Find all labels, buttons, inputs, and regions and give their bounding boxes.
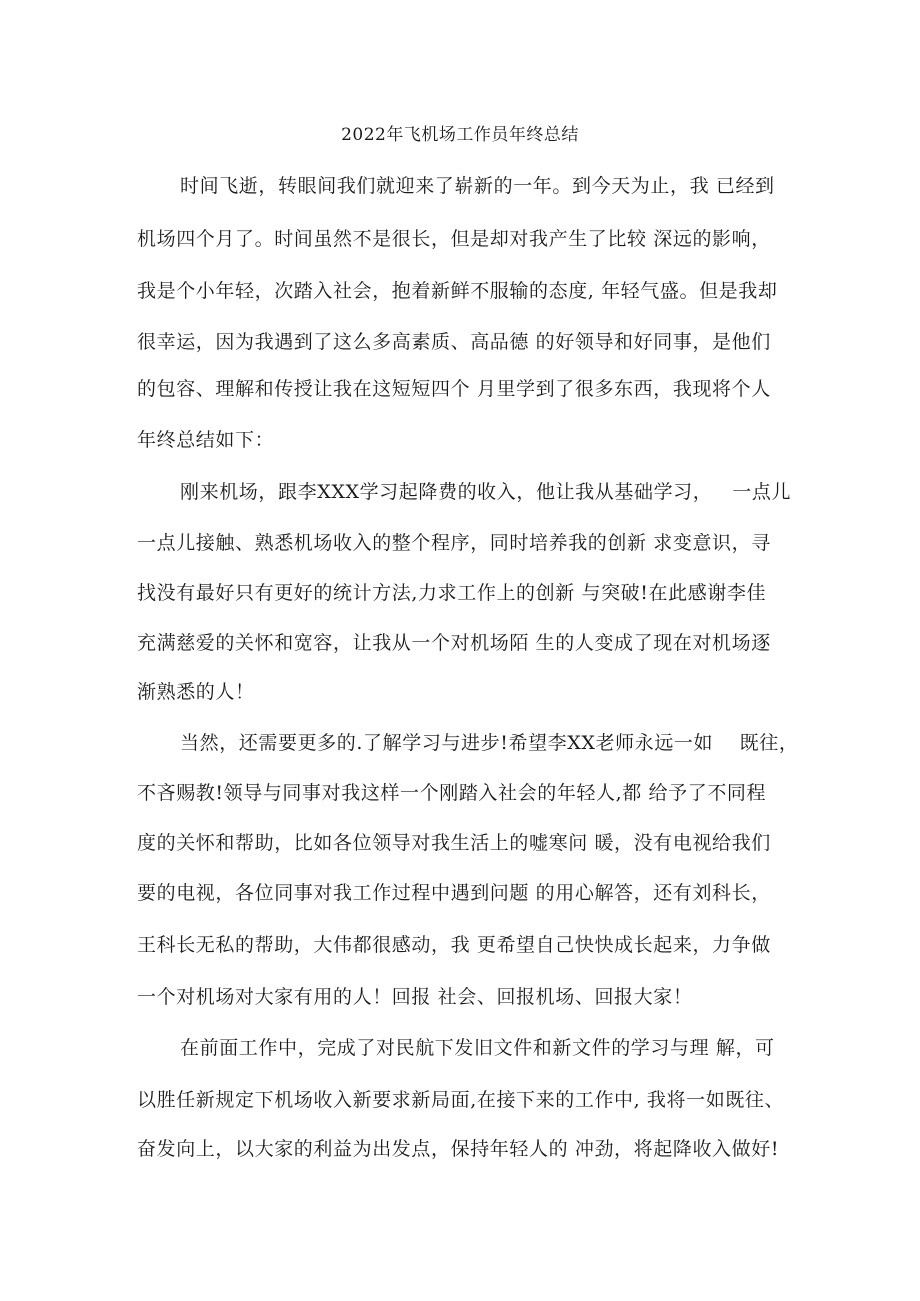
paragraph-3-line-2: 不吝赐教!领导与同事对我这样一个刚踏入社会的年轻人,都 给予了不同程 (137, 782, 767, 804)
paragraph-3-line-4: 要的电视，各位同事对我工作过程中遇到问题 的用心解答，还有刘科长， (137, 882, 771, 904)
paragraph-3-line-3: 度的关怀和帮助，比如各位领导对我生活上的嘘寒问 暖，没有电视给我们 (137, 832, 771, 854)
paragraph-2-line-4: 充满慈爱的关怀和宽容，让我从一个对机场陌 生的人变成了现在对机场逐 (137, 632, 771, 654)
paragraph-1-line-2: 机场四个月了。时间虽然不是很长，但是却对我产生了比较 深远的影响， (137, 228, 771, 250)
paragraph-1-line-3: 我是个小年轻，次踏入社会，抱着新鲜不服输的态度, 年轻气盛。但是我却 (137, 280, 778, 302)
paragraph-3-line-1: 当然，还需要更多的.了解学习与进步!希望李XX老师永远一如 既往， (180, 732, 799, 754)
paragraph-2-line-2: 一点儿接触、熟悉机场收入的整个程序，同时培养我的创新 求变意识，寻 (137, 532, 771, 554)
paragraph-4-line-2: 以胜任新规定下机场收入新要求新局面,在接下来的工作中, 我将一如既往、 (137, 1089, 785, 1111)
paragraph-4-line-3: 奋发向上，以大家的利益为出发点，保持年轻人的 冲劲，将起降收入做好! (137, 1138, 780, 1160)
paragraph-1-line-5: 的包容、理解和传授让我在这短短四个 月里学到了很多东西，我现将个人 (137, 378, 771, 400)
document-title: 2022年飞机场工作员年终总结 (341, 125, 579, 145)
paragraph-2-line-3: 找没有最好只有更好的统计方法,力求工作上的创新 与突破!在此感谢李佳 (137, 582, 767, 604)
paragraph-1-line-4: 很幸运，因为我遇到了这么多高素质、高品德 的好领导和好同事，是他们 (137, 331, 771, 353)
paragraph-1-line-6: 年终总结如下： (137, 429, 275, 451)
paragraph-3-line-5: 王科长无私的帮助，大伟都很感动，我 更希望自己快快成长起来，力争做 (137, 934, 771, 956)
paragraph-2-line-1: 刚来机场，跟李XXX学习起降费的收入，他让我从基础学习， 一点儿 (180, 481, 792, 503)
paragraph-3-line-6: 一个对机场对大家有用的人！回报 社会、回报机场、回报大家！ (137, 986, 693, 1008)
paragraph-1-line-1: 时间飞逝，转眼间我们就迎来了崭新的一年。到今天为止，我 已经到 (180, 175, 775, 197)
paragraph-2-line-5: 渐熟悉的人！ (137, 681, 255, 703)
paragraph-4-line-1: 在前面工作中，完成了对民航下发旧文件和新文件的学习与理 解，可 (180, 1037, 775, 1059)
